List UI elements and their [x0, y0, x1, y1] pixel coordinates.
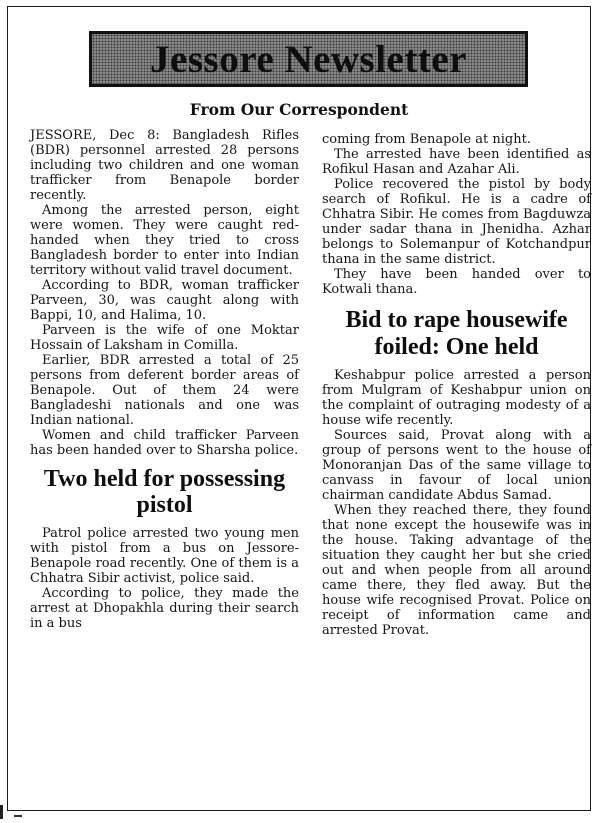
masthead-banner [89, 31, 528, 87]
left-column [30, 128, 299, 631]
story1-paragraph: Women and child trafficker Parveen has been handed over to Sharsha police. [30, 428, 299, 458]
story1-paragraph: Among the arrested person, eight were women. They were caught red-handed when they tried to cross Bangladesh border to enter into Indian territory without valid travel document. [30, 203, 299, 278]
story2-paragraph: According to police, they made the arrest at Dhopakhla during their search in a bus [30, 586, 299, 631]
story2-headline: Two held for possessing pistol [43, 466, 286, 518]
right-column [322, 132, 591, 638]
masthead-title: Jessore Newsletter [150, 37, 467, 81]
newsletter-frame [7, 6, 591, 811]
scan-edge-mark [0, 805, 3, 819]
story1-paragraph: Parveen is the wife of one Moktar Hossain of Laksham in Comilla. [30, 323, 299, 353]
story1-paragraph: Earlier, BDR arrested a total of 25 persons from deferent border areas of Benapole. Out of them 24 were Bangladeshi nationals and one was Indian national. [30, 353, 299, 428]
story2-continued-paragraph: coming from Benapole at night. [322, 132, 531, 147]
story3-paragraph: When they reached there, they found that none except the housewife was in the house. Taking advantage of the situation they caught her but she cried out and when people from all around came there, they fled away. But the house wife recognised Provat. Police on receipt of information came and arrested Provat. [322, 503, 591, 638]
story2-continued-paragraph: The arrested have been identified as Rofikul Hasan and Azahar Ali. [322, 147, 591, 177]
story2-paragraph: Patrol police arrested two young men with pistol from a bus on Jessore-Benapole road recently. One of them is a Chhatra Sibir activist, police said. [30, 526, 299, 586]
byline: From Our Correspondent [189, 100, 409, 119]
story3-headline: Bid to rape housewife foiled: One held [345, 307, 568, 360]
story2-continued-paragraph: Police recovered the pistol by body search of Rofikul. He is a cadre of Chhatra Sibir. He comes from Bagduwza under sadar thana in Jhenidha. Azhar belongs to Solemanpur of Kotchandpur thana in the same district. [322, 177, 591, 267]
story1-paragraph: JESSORE, Dec 8: Bangladesh Rifles (BDR) personnel arrested 28 persons including two children and one woman trafficker from Benapole border recently. [30, 128, 299, 203]
story3-paragraph: Sources said, Provat along with a group of persons went to the house of Monoranjan Das of the same village to canvass in favour of local union chairman candidate Abdus Samad. [322, 428, 591, 503]
scan-dash-mark [14, 815, 22, 817]
story1-paragraph: According to BDR, woman trafficker Parveen, 30, was caught along with Bappi, 10, and Halima, 10. [30, 278, 299, 323]
story2-continued-paragraph: They have been handed over to Kotwali thana. [322, 267, 591, 297]
story3-paragraph: Keshabpur police arrested a person from Mulgram of Keshabpur union on the complaint of outraging modesty of a house wife recently. [322, 368, 591, 428]
